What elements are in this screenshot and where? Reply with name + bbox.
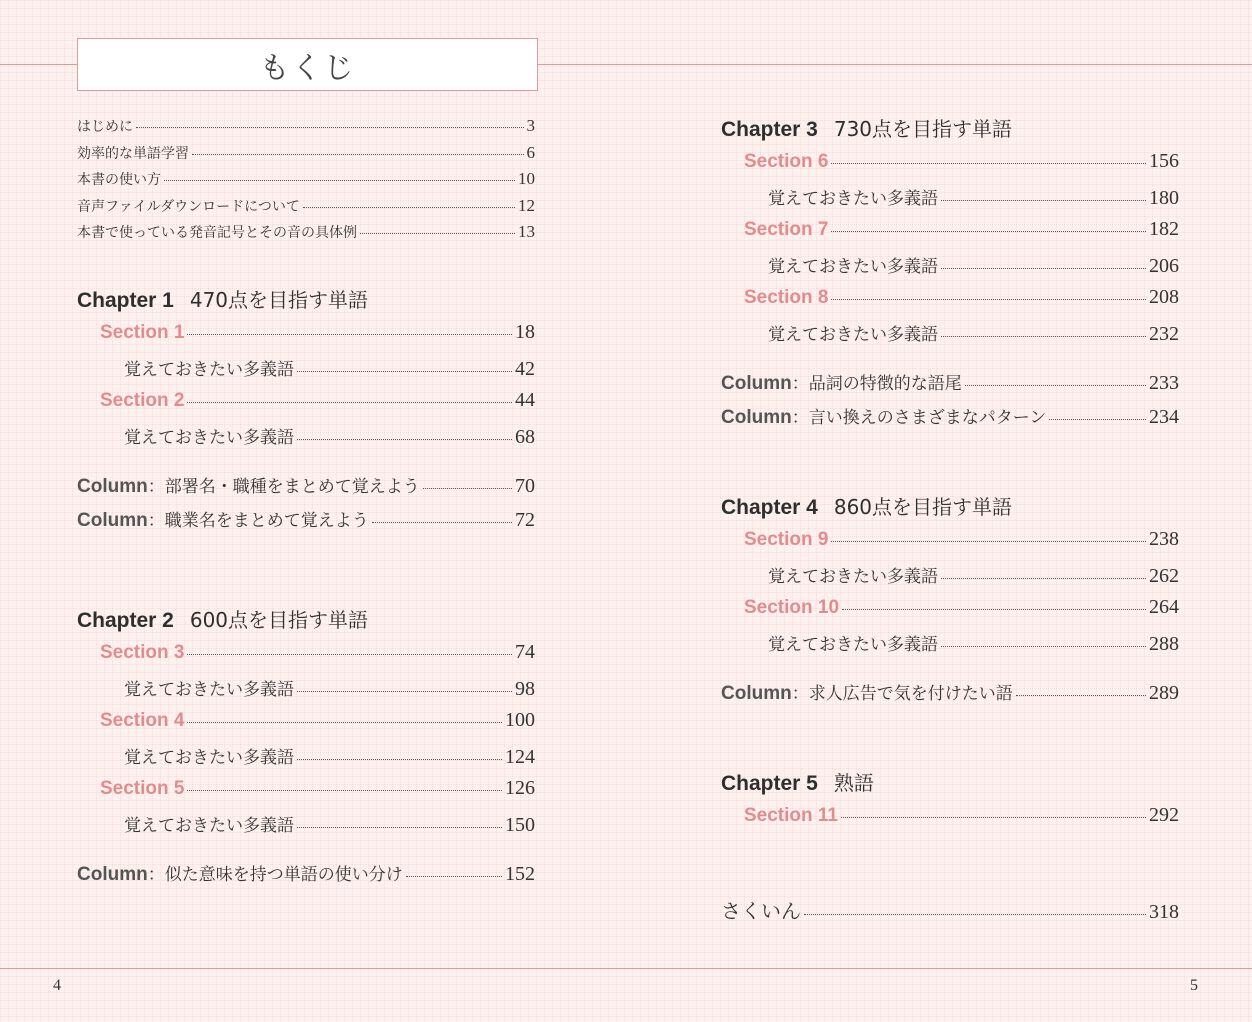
dot-leader: [297, 759, 502, 760]
dot-leader: [187, 402, 512, 403]
dot-leader: [842, 609, 1146, 610]
dot-leader: [941, 268, 1146, 269]
dot-leader: [1016, 695, 1146, 696]
chapter-label: Chapter 2: [77, 609, 174, 632]
dot-leader: [372, 522, 512, 523]
chapter-title: 600点を目指す単語: [189, 608, 369, 632]
intro-label: 本書の使い方: [77, 172, 161, 188]
chapter-heading[interactable]: [77, 284, 368, 313]
page-number: 289: [1149, 682, 1179, 704]
page-number: 126: [505, 777, 535, 799]
dot-leader: [423, 488, 512, 489]
section-label: Section 2: [100, 390, 185, 411]
page-title: もくじ: [77, 38, 538, 91]
section-entry[interactable]: [744, 286, 1179, 309]
chapter-heading[interactable]: [721, 491, 1012, 520]
dot-leader: [297, 691, 512, 692]
intro-item[interactable]: [77, 169, 535, 189]
dot-leader: [941, 200, 1146, 201]
intro-label: 音声ファイルダウンロードについて: [77, 199, 300, 215]
chapter-heading[interactable]: [721, 767, 874, 796]
dot-leader: [941, 336, 1146, 337]
column-entry[interactable]: [721, 403, 1179, 429]
page-number: 152: [505, 863, 535, 885]
column-title: ：部署名・職種をまとめて覚えよう: [147, 477, 420, 497]
subsection-label: 覚えておきたい多義語: [124, 680, 294, 700]
section-label: Section 8: [744, 287, 829, 308]
page-number: 44: [515, 389, 535, 411]
dot-leader: [297, 439, 512, 440]
dot-leader: [360, 233, 515, 234]
dot-leader: [804, 914, 1146, 915]
chapter-title: 860点を目指す単語: [833, 495, 1013, 519]
subsection-entry[interactable]: [768, 630, 1179, 656]
section-label: Section 3: [100, 642, 185, 663]
page-number: 208: [1149, 286, 1179, 308]
section-label: Section 10: [744, 597, 840, 618]
section-entry[interactable]: [100, 709, 535, 732]
subsection-label: 覚えておきたい多義語: [124, 428, 294, 448]
section-label: Section 5: [100, 778, 185, 799]
dot-leader: [965, 385, 1146, 386]
dot-leader: [406, 876, 502, 877]
page-number: 233: [1149, 372, 1179, 394]
section-entry[interactable]: [744, 150, 1179, 173]
chapter-label: Chapter 3: [721, 118, 818, 141]
intro-item[interactable]: [77, 222, 535, 242]
dot-leader: [187, 654, 512, 655]
subsection-entry[interactable]: [124, 355, 535, 381]
column-keyword: Column: [77, 510, 148, 531]
dot-leader: [941, 646, 1146, 647]
chapter-heading[interactable]: [77, 604, 368, 633]
page-number: 72: [515, 509, 535, 531]
column-entry[interactable]: [77, 860, 535, 886]
subsection-label: 覚えておきたい多義語: [124, 748, 294, 768]
subsection-entry[interactable]: [124, 743, 535, 769]
bottom-rule: [0, 968, 1252, 969]
column-entry[interactable]: [721, 679, 1179, 705]
page-number: 70: [515, 475, 535, 497]
section-label: Section 7: [744, 219, 829, 240]
right-page-number: 5: [1190, 977, 1198, 994]
dot-leader: [187, 790, 502, 791]
subsection-label: 覚えておきたい多義語: [768, 635, 938, 655]
intro-label: 効率的な単語学習: [77, 146, 189, 162]
section-entry[interactable]: [744, 528, 1179, 551]
section-entry[interactable]: [744, 218, 1179, 241]
intro-item[interactable]: [77, 143, 535, 163]
intro-item[interactable]: [77, 196, 535, 216]
chapter-heading[interactable]: [721, 113, 1012, 142]
dot-leader: [192, 154, 524, 155]
page-number: 124: [505, 746, 535, 768]
chapter-label: Chapter 1: [77, 289, 174, 312]
subsection-label: 覚えておきたい多義語: [124, 360, 294, 380]
index-label: さくいん: [721, 899, 801, 923]
subsection-label: 覚えておきたい多義語: [768, 325, 938, 345]
page-number: 238: [1149, 528, 1179, 550]
column-entry[interactable]: [77, 472, 535, 498]
intro-item[interactable]: [77, 116, 535, 136]
intro-label: はじめに: [77, 119, 133, 135]
subsection-entry[interactable]: [124, 811, 535, 837]
subsection-entry[interactable]: [768, 562, 1179, 588]
subsection-label: 覚えておきたい多義語: [768, 257, 938, 277]
page-number: 12: [518, 196, 535, 215]
subsection-label: 覚えておきたい多義語: [768, 567, 938, 587]
dot-leader: [831, 231, 1146, 232]
page-number: 42: [515, 358, 535, 380]
page-number: 100: [505, 709, 535, 731]
section-label: Section 6: [744, 151, 829, 172]
section-entry[interactable]: [100, 321, 535, 344]
page-number: 156: [1149, 150, 1179, 172]
dot-leader: [136, 127, 524, 128]
dot-leader: [941, 578, 1146, 579]
page-number: 180: [1149, 187, 1179, 209]
column-entry[interactable]: [77, 506, 535, 532]
column-keyword: Column: [721, 683, 792, 704]
page-number: 150: [505, 814, 535, 836]
page-number: 3: [526, 116, 535, 135]
column-title: ：品詞の特徴的な語尾: [791, 374, 962, 394]
section-label: Section 11: [744, 805, 838, 826]
dot-leader: [831, 541, 1146, 542]
subsection-entry[interactable]: [768, 320, 1179, 346]
page-number: 13: [518, 222, 535, 241]
page-number: 288: [1149, 633, 1179, 655]
page-number: 292: [1149, 804, 1179, 826]
section-label: Section 9: [744, 529, 829, 550]
page-number: 18: [515, 321, 535, 343]
chapter-label: Chapter 4: [721, 496, 818, 519]
dot-leader: [164, 180, 515, 181]
dot-leader: [831, 163, 1146, 164]
column-keyword: Column: [77, 864, 148, 885]
chapter-title: 470点を目指す単語: [189, 288, 369, 312]
page-number: 182: [1149, 218, 1179, 240]
subsection-label: 覚えておきたい多義語: [768, 189, 938, 209]
column-keyword: Column: [77, 476, 148, 497]
page-number: 74: [515, 641, 535, 663]
dot-leader: [297, 371, 512, 372]
section-label: Section 1: [100, 322, 185, 343]
subsection-entry[interactable]: [768, 252, 1179, 278]
page-number: 234: [1149, 406, 1179, 428]
dot-leader: [187, 722, 502, 723]
subsection-entry[interactable]: [768, 184, 1179, 210]
section-entry[interactable]: [744, 804, 1179, 827]
column-keyword: Column: [721, 373, 792, 394]
page-number: 6: [526, 143, 535, 162]
page-number: 262: [1149, 565, 1179, 587]
column-title: ：求人広告で気を付けたい語: [791, 684, 1013, 704]
subsection-entry[interactable]: [124, 675, 535, 701]
subsection-label: 覚えておきたい多義語: [124, 816, 294, 836]
dot-leader: [1049, 419, 1146, 420]
section-label: Section 4: [100, 710, 185, 731]
dot-leader: [303, 207, 515, 208]
subsection-entry[interactable]: [124, 423, 535, 449]
page-number: 10: [518, 169, 535, 188]
page-number: 264: [1149, 596, 1179, 618]
chapter-title: 730点を目指す単語: [833, 117, 1013, 141]
left-page-number: 4: [53, 977, 61, 994]
column-title: ：似た意味を持つ単語の使い分け: [147, 865, 403, 885]
section-entry[interactable]: [100, 389, 535, 412]
index-entry[interactable]: [721, 895, 1179, 924]
section-entry[interactable]: [100, 641, 535, 664]
column-entry[interactable]: [721, 369, 1179, 395]
intro-label: 本書で使っている発音記号とその音の具体例: [77, 225, 357, 241]
column-title: ：職業名をまとめて覚えよう: [147, 511, 369, 531]
section-entry[interactable]: [100, 777, 535, 800]
page-number: 98: [515, 678, 535, 700]
page-number: 232: [1149, 323, 1179, 345]
column-keyword: Column: [721, 407, 792, 428]
page-number: 318: [1149, 901, 1179, 923]
page-number: 206: [1149, 255, 1179, 277]
dot-leader: [831, 299, 1146, 300]
dot-leader: [297, 827, 502, 828]
dot-leader: [841, 817, 1146, 818]
dot-leader: [187, 334, 512, 335]
chapter-label: Chapter 5: [721, 772, 818, 795]
chapter-title: 熟語: [833, 771, 874, 795]
column-title: ：言い換えのさまざまなパターン: [791, 408, 1047, 428]
page-number: 68: [515, 426, 535, 448]
section-entry[interactable]: [744, 596, 1179, 619]
